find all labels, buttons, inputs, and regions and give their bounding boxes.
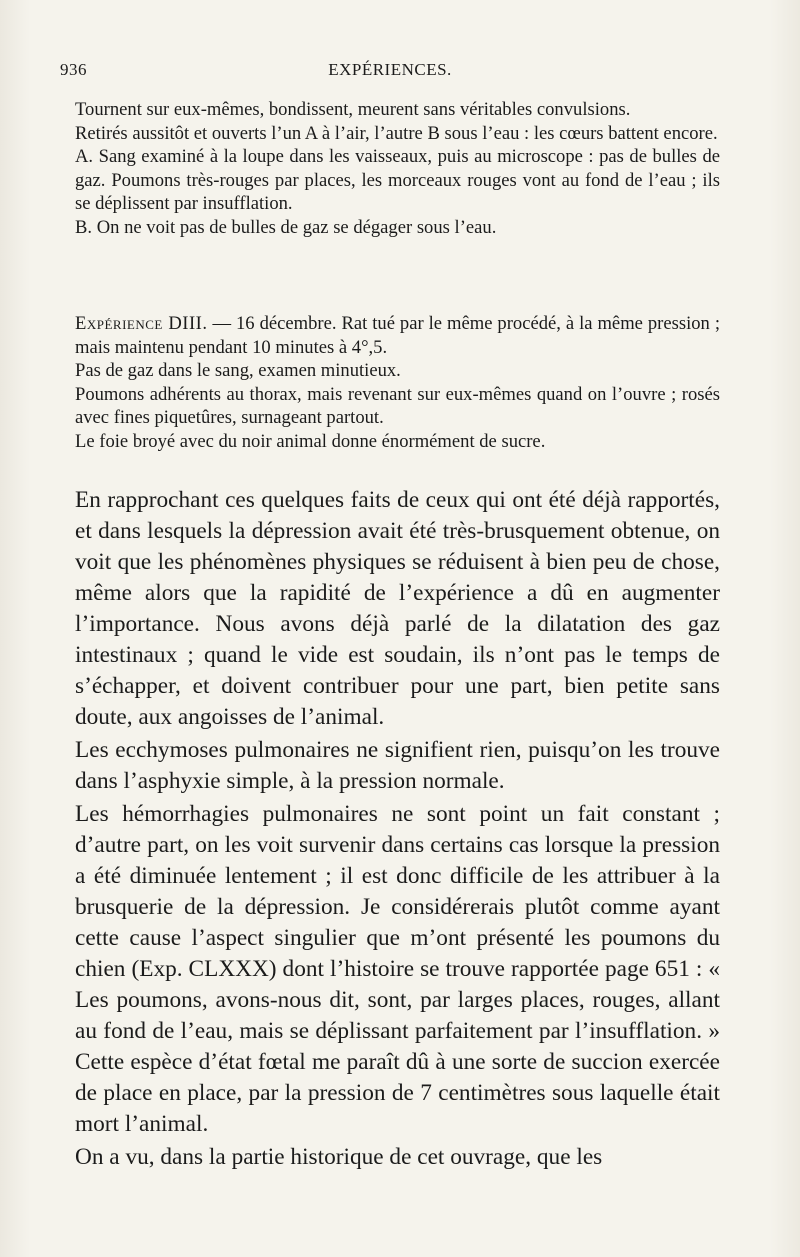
body-paragraph: Les hémorrhagies pulmonaires ne sont point un fait constant ; d’autre part, on les voit survenir dans certains cas lorsque la pression a été diminuée lentement ; il est donc difficile de les attribuer à la brusquerie de la dépression. Je considérerais plutôt comme ayant cette cause l’aspect singulier que m’ont présenté les poumons du chien (Exp. CLXXX) dont l’histoire se trouve rapportée page 651 : « Les poumons, avons-nous dit, sont, par larges places, rouges, allant au fond de l’eau, mais se déplissant parfaitement par l’insufflation. » Cette espèce d’état fœtal me paraît dû à une sorte de succion exercée de place en place, par la pression de 7 centimètres sous laquelle était mort l’animal. — [75, 801, 720, 1137]
experiment-heading-paragraph — [75, 312, 720, 359]
experiment-503 — [75, 312, 720, 453]
page-number: 936 — [60, 60, 87, 79]
note-paragraph: A. Sang examiné à la loupe dans les vaisseaux, puis au microscope : pas de bulles de gaz. Poumons très-rouges par places, les morceaux rouges vont au fond de l’eau ; ils se déplissent par insufflation. — [75, 146, 720, 214]
note-paragraph: Tournent sur eux-mêmes, bondissent, meurent sans véritables convulsions. — [75, 99, 631, 120]
experiment-description: — 16 décembre. Rat tué par le même procédé, à la même pression ; mais maintenu pendant 10 minutes à 4°,5. — [75, 313, 720, 358]
body-paragraph: On a vu, dans la partie historique de cet ouvrage, que les — [75, 1144, 603, 1170]
experiment-label: Expérience DIII. — [75, 313, 208, 334]
note-paragraph: Retirés aussitôt et ouverts l’un A à l’air, l’autre B sous l’eau : les cœurs battent encore. — [75, 122, 718, 144]
note-paragraph: Poumons adhérents au thorax, mais revenant sur eux-mêmes quand on l’ouvre ; rosés avec fines piquetûres, surnageant partout. — [75, 383, 720, 428]
experiment-notes-continued — [75, 98, 720, 239]
body-paragraph: En rapprochant ces quelques faits de ceux qui ont été déjà rapportés, et dans lesquels la dépression avait été très-brusquement obtenue, on voit que les phénomènes physiques se réduisent à bien peu de chose, même alors que la rapidité de l’expérience a dû en augmenter l’importance. Nous avons déjà parlé de la dilatation des gaz intestinaux ; quand le vide est soudain, ils n’ont pas le temps de s’échapper, et doivent contribuer pour une part, bien petite sans doute, aux angoisses de l’animal. — [75, 487, 720, 730]
body-paragraph: Les ecchymoses pulmonaires ne signifient rien, puisqu’on les trouve dans l’asphyxie simple, à la pression normale. — [75, 737, 720, 794]
note-paragraph: Le foie broyé avec du noir animal donne énormément de sucre. — [75, 430, 546, 452]
page-header — [60, 60, 720, 84]
main-text — [75, 485, 720, 1173]
note-paragraph: B. On ne voit pas de bulles de gaz se dégager sous l’eau. — [75, 216, 497, 238]
note-paragraph: Pas de gaz dans le sang, examen minutieux. — [75, 360, 401, 381]
running-head: EXPÉRIENCES. — [328, 60, 452, 79]
